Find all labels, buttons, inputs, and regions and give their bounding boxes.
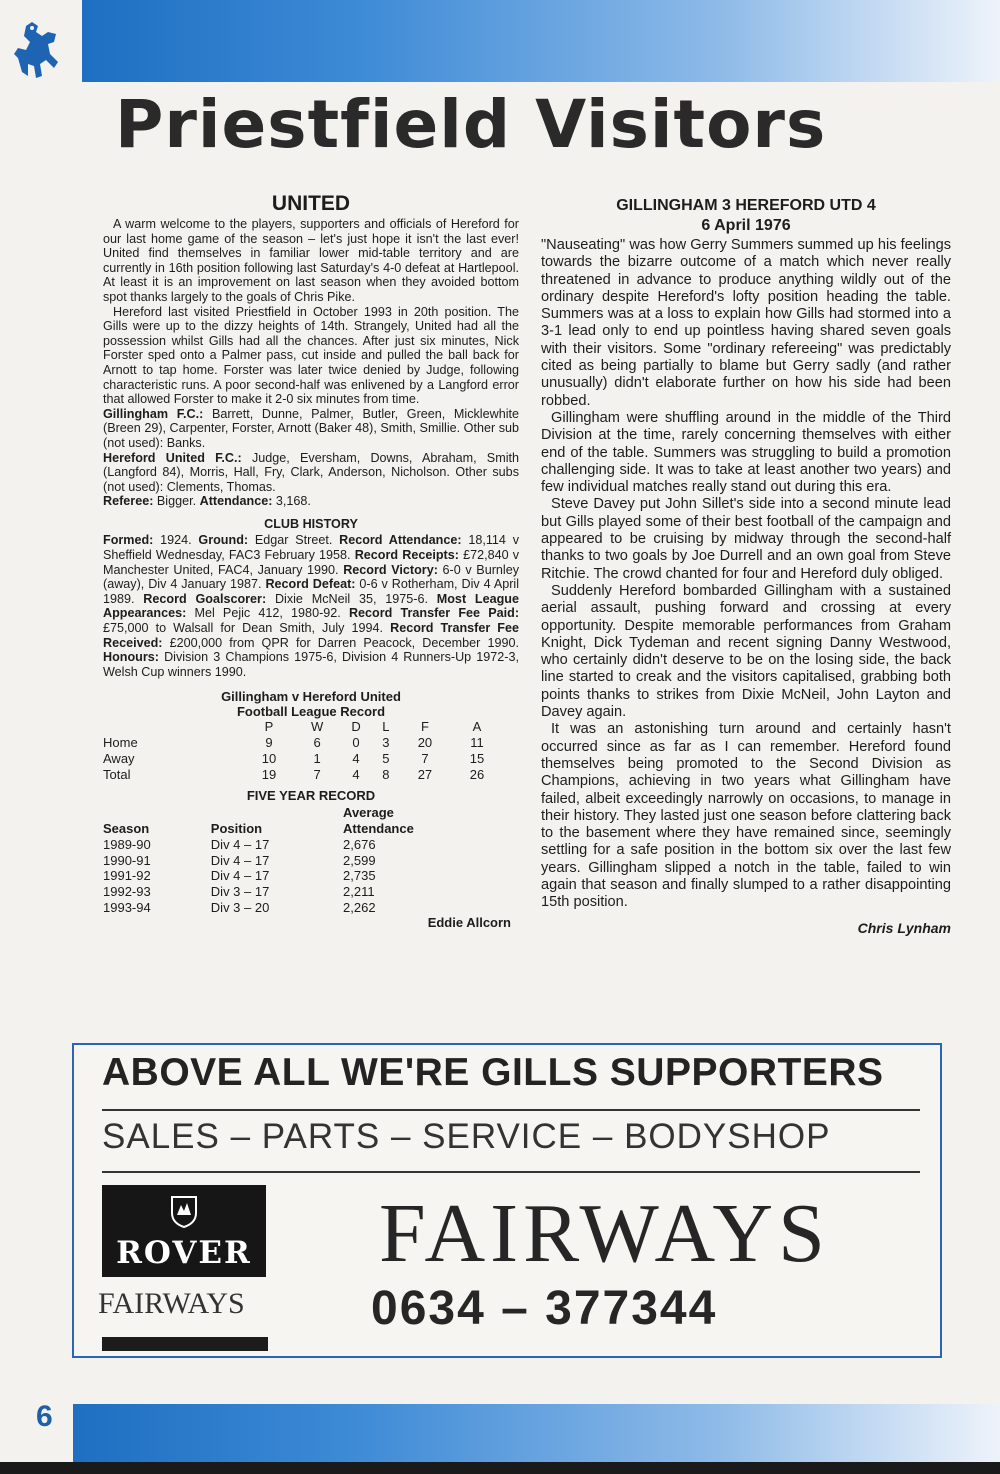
record-column-header: F (420, 719, 429, 735)
left-author: Eddie Allcorn (427, 914, 511, 930)
five-year-season: 1992-93 (103, 884, 151, 900)
five-year-position: Div 4 – 17 (210, 836, 270, 852)
history-text: 6-0 v Burnley (away), Div 4 January 1987. (103, 562, 519, 592)
referee-label: Referee: (103, 494, 154, 509)
advert-black-bar (102, 1337, 268, 1351)
match-date: 6 April 1976 (701, 217, 791, 234)
history-label: Record Attendance: (339, 533, 462, 548)
five-year-row (103, 900, 503, 916)
advert-phone-number: 0634 – 377344 (371, 1282, 718, 1335)
history-label: Honours: (103, 650, 159, 665)
five-year-position: Div 3 – 17 (210, 884, 270, 900)
record-cell: 8 (382, 766, 390, 782)
record-title-line-1: Gillingham v Hereford United (221, 689, 401, 705)
league-record-table (103, 719, 503, 782)
header-gradient-bar (82, 0, 1000, 82)
record-cell: 5 (382, 751, 390, 766)
report-paragraph: "Nauseating" was how Gerry Summers summed up his feelings towards the bizarre outcome of a match which never really threatened in advance to produce anything wildly out of the ordinary despite Hereford's lofty position heading the table. Summers was at a loss to explain how Gills had stormed into a 3-1 lead only to end up pointless having shared seven goals with their visitors. Some "ordinary refereeing" was predictably cited as being partially to blame but Gerry sadly (and rather unusually) didn't elaborate further on how his side had been robbed. (541, 237, 951, 409)
history-label: Most League Appearances: (103, 591, 519, 621)
history-label: Record Victory: (343, 562, 438, 577)
history-text: 0-6 v Rotherham, Div 4 April 1989. (103, 577, 520, 606)
rover-wordmark: ROVER (116, 1235, 252, 1271)
right-author: Chris Lynham (857, 919, 951, 936)
fairways-big-wordmark: FAIRWAYS (379, 1187, 830, 1280)
record-column-header: P (264, 719, 274, 735)
five-year-season: 1991-92 (103, 868, 151, 884)
five-year-heading: FIVE YEAR RECORD (246, 787, 376, 803)
page-number: 6 (36, 1400, 53, 1433)
five-year-header-row (103, 805, 503, 837)
five-year-position: Div 3 – 20 (210, 899, 270, 915)
record-row-label: Home (103, 735, 138, 751)
history-label: Record Receipts: (354, 548, 459, 563)
history-label: Record Goalscorer: (143, 591, 267, 606)
five-year-row (103, 868, 503, 884)
record-cell: 11 (470, 735, 484, 751)
record-column-header: A (472, 719, 482, 735)
advert-headline: ABOVE ALL WE'RE GILLS SUPPORTERS (102, 1051, 884, 1094)
referee-line (103, 494, 519, 509)
record-row (103, 751, 503, 767)
match-heading: GILLINGHAM 3 HEREFORD UTD 4 (616, 197, 876, 214)
attendance-header-line-2: Attendance (343, 820, 414, 836)
record-row-label: Total (103, 766, 131, 782)
five-year-position: Div 4 – 17 (210, 868, 270, 884)
match-column (541, 196, 951, 937)
five-year-season: 1989-90 (103, 836, 151, 852)
attendance-value: 3,168. (275, 494, 311, 509)
page-title: Priestfield Visitors (115, 86, 827, 163)
report-paragraph: Steve Davey put John Sillet's side into a second minute lead but Gills played some of their best football of the campaign and appeared to be cruising by midway through the second-half thanks to two goals by Joe Durrell and an own goal from Steve Ritchie. The crowd chanted for four and Hereford duly obliged. (541, 496, 951, 582)
five-year-attendance: 2,599 (343, 852, 376, 868)
history-text: 1924. (160, 533, 192, 548)
club-history-heading: CLUB HISTORY (264, 516, 358, 531)
season-header: Season (103, 820, 150, 836)
five-year-attendance: 2,211 (343, 884, 375, 900)
match-report (541, 237, 951, 912)
record-corner-cell (103, 719, 243, 735)
five-year-season: 1993-94 (103, 899, 151, 915)
five-year-position: Div 4 – 17 (210, 852, 270, 868)
history-label: Record Transfer Fee Paid: (348, 606, 520, 621)
five-year-attendance: 2,735 (343, 868, 376, 884)
record-cell: 15 (469, 751, 485, 766)
attendance-label: Attendance: (199, 494, 273, 509)
bottom-edge-strip (0, 1462, 1000, 1474)
history-text: Edgar Street. (254, 533, 333, 548)
record-cell: 27 (417, 766, 433, 782)
position-header: Position (210, 820, 263, 836)
fairways-advert (72, 1043, 942, 1358)
history-text: £72,840 v Manchester United, FAC4, January 1990. (103, 548, 520, 577)
advert-rule-bottom (102, 1171, 920, 1173)
advert-services: SALES – PARTS – SERVICE – BODYSHOP (102, 1117, 831, 1156)
record-title-line-2: Football League Record (236, 704, 386, 720)
record-cell: 7 (421, 751, 429, 766)
record-cell: 4 (352, 766, 360, 782)
record-row (103, 735, 503, 751)
hereford-team: Judge, Eversham, Downs, Abraham, Smith (Langford 84), Morris, Hall, Fry, Clark, Anderson, Nicholson. Other subs (not used): Clements, Thomas. (103, 450, 520, 494)
history-label: Record Transfer Fee Received: (103, 621, 520, 650)
intro-paragraph: A warm welcome to the players, supporters and officials of Hereford for our last home game of the season – let's just hope it isn't the last ever! United find themselves in familiar lower mid-table territory and are currently in 16th position following last Saturday's 4-0 defeat at Hartlepool. At least it is an improvement on last season when they avoided bottom spot thanks largely to the goals of Chris Pike. (103, 217, 519, 304)
report-paragraph: It was an astonishing turn around and certainly hasn't occurred since as far as I can remember. Hereford found themselves being promoted to the Second Division as Champions, achieving in two years what Gillingham have failed, albeit exceedingly narrowly on occasions, to manage in their history. They lasted just one season before clattering back to the basement where they have remained since, seemingly settling for a safe position in the bottom six over the last few years. Gillingham slipped a notch in the table, failed to win again that season and finally slumped to a rather disappointing 15th position. (541, 721, 951, 911)
history-text: £200,000 from QPR for Darren Peacock, December 1990. (169, 635, 519, 650)
history-text: Dixie McNeil 35, 1975-6. (274, 591, 428, 606)
record-cell: 0 (352, 735, 360, 751)
record-cell: 1 (313, 751, 321, 766)
footer-gradient-bar (73, 1404, 1000, 1462)
gillingham-lineup (103, 407, 519, 451)
history-text: 18,114 v Sheffield Wednesday, FAC3 February 1958. (103, 533, 519, 563)
record-header-row (103, 719, 503, 735)
rover-badge-icon (169, 1193, 199, 1229)
record-cell: 6 (313, 735, 321, 751)
record-cell: 9 (265, 735, 273, 751)
record-row (103, 767, 503, 783)
five-year-row (103, 837, 503, 853)
referee-name: Bigger. (156, 494, 197, 509)
history-text: Division 3 Champions 1975-6, Division 4 Runners-Up 1972-3, Welsh Cup winners 1990. (103, 650, 520, 679)
report-paragraph: Suddenly Hereford bombarded Gillingham with a sustained aerial assault, pushing forward and crossing at every opportunity. Despite memorable performances from Graham Knight, Dick Tydeman and recent signing Danny Westwood, who certainly didn't deserve to be on the losing side, the back line started to creak and the visitors capitalised, grabbing both points thanks to strikes from Dixie McNeil, John Layton and Davey again. (541, 582, 951, 721)
record-column-header: D (351, 719, 361, 735)
history-text: Mel Pejic 412, 1980-92. (194, 606, 341, 621)
record-row-label: Away (103, 751, 135, 766)
record-cell: 20 (417, 735, 433, 751)
five-year-season: 1990-91 (103, 852, 151, 868)
hereford-lineup (103, 451, 519, 495)
record-cell: 19 (261, 766, 277, 782)
united-heading: UNITED (271, 192, 351, 215)
history-label: Formed: (103, 533, 154, 548)
advert-rule-top (102, 1109, 920, 1111)
five-year-row (103, 884, 503, 900)
record-column-header: W (310, 719, 324, 735)
history-label: Record Defeat: (265, 577, 356, 592)
record-column-header: L (382, 719, 390, 735)
history-label: Ground: (198, 533, 249, 548)
record-cell: 4 (352, 751, 360, 766)
club-history-text (103, 533, 519, 679)
five-year-attendance: 2,676 (343, 836, 376, 852)
history-text: £75,000 to Walsall for Dean Smith, July 1994. (103, 621, 384, 636)
record-cell: 3 (382, 735, 390, 751)
report-paragraph: Gillingham were shuffling around in the middle of the Third Division at the time, rarely concerning themselves with either end of the table. Summers was struggling to build a promotion challenging side. It was to take at least another two years) and few individual matches really stand out during this era. (541, 409, 951, 496)
record-cell: 26 (469, 766, 485, 782)
attendance-header (343, 805, 503, 837)
fairways-small-wordmark: FAIRWAYS (98, 1287, 245, 1320)
hereford-label: Hereford United F.C.: (103, 450, 242, 465)
attendance-header-line-1: Average (343, 805, 394, 821)
record-title (103, 689, 519, 719)
five-year-table (103, 805, 503, 916)
five-year-row (103, 853, 503, 869)
rover-logo (102, 1185, 266, 1277)
gillingham-team: Barrett, Dunne, Palmer, Butler, Green, Micklewhite (Breen 29), Carpenter, Forster, Arnott (Baker 48), Smith, Smillie. Other sub (not used): Banks. (103, 406, 519, 450)
last-visit-paragraph: Hereford last visited Priestfield in October 1993 in 20th position. The Gills were up to the dizzy heights of 14th. Strangely, United had all the possession whilst Gills had all the chances. After just six minutes, Nick Forster sped onto a Palmer pass, cut inside and pulled the ball back for Arnott to tap home. Forster was later twice denied by Judge, following characteristic runs. A poor second-half was enlivened by a Langford error that allowed Forster to make it 2-0 six minutes from time. (103, 304, 519, 407)
record-cell: 7 (313, 766, 321, 782)
gillingham-label: Gillingham F.C.: (103, 406, 204, 421)
record-cell: 10 (261, 751, 277, 766)
united-column (103, 192, 519, 930)
five-year-attendance: 2,262 (343, 899, 376, 915)
white-horse-crest-icon (8, 14, 64, 84)
